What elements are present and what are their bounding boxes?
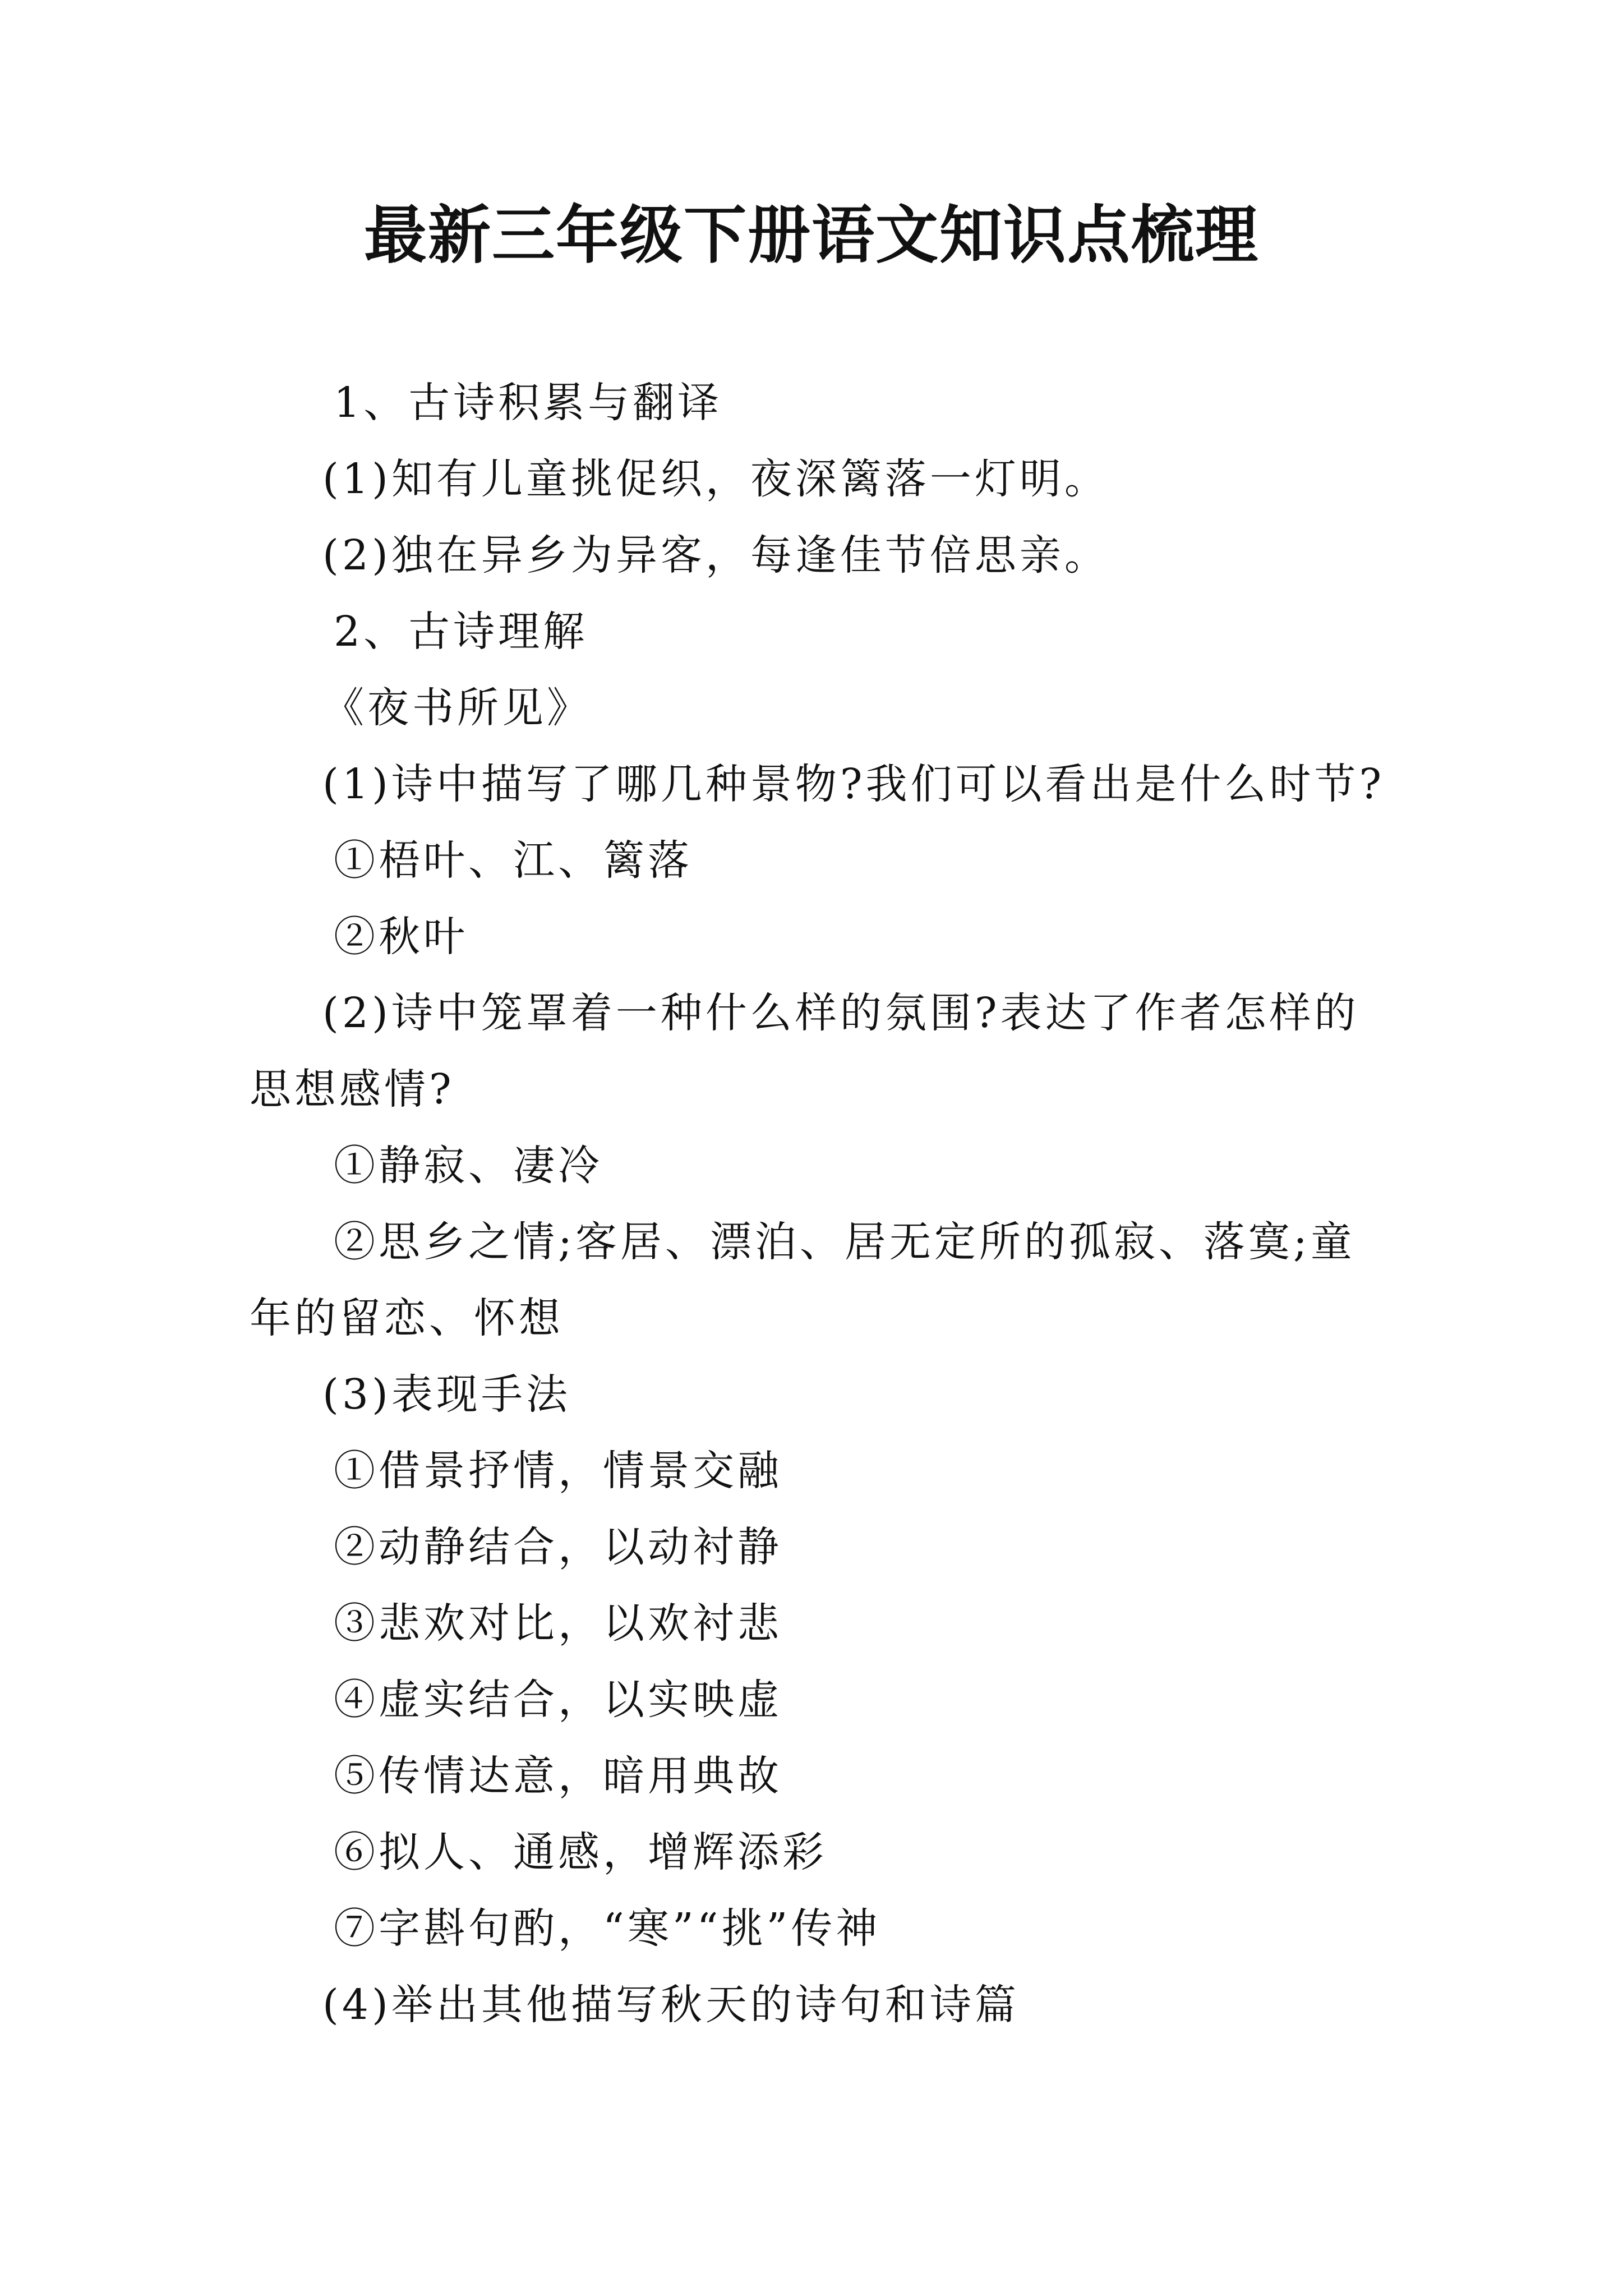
question-2: (2)诗中笼罩着一种什么样的氛围?表达了作者怎样的思想感情? bbox=[250, 989, 1359, 1114]
section-heading-2: 2、古诗理解 bbox=[334, 608, 588, 656]
document-body bbox=[250, 365, 1388, 2043]
document-title: 最新三年级下册语文知识点梳理 bbox=[364, 199, 1259, 272]
technique-6: ⑥拟人、通感，增辉添彩 bbox=[334, 1828, 827, 1876]
technique-2: ②动静结合，以动衬静 bbox=[334, 1523, 782, 1571]
question-1: (1)诗中描写了哪几种景物?我们可以看出是什么时节? bbox=[322, 760, 1385, 808]
poem-line-2: (2)独在异乡为异客，每逢佳节倍思亲。 bbox=[322, 531, 1109, 579]
answer-1-2: ②秋叶 bbox=[334, 913, 468, 961]
poem-line-1: (1)知有儿童挑促织，夜深篱落一灯明。 bbox=[322, 455, 1109, 503]
technique-1: ①借景抒情，情景交融 bbox=[334, 1447, 782, 1495]
answer-2-2: ②思乡之情;客居、漂泊、居无定所的孤寂、落寞;童年的留恋、怀想 bbox=[250, 1218, 1355, 1342]
section-heading-1: 1、古诗积累与翻译 bbox=[334, 379, 723, 427]
poem-title: 《夜书所见》 bbox=[322, 684, 592, 732]
question-3: (3)表现手法 bbox=[322, 1370, 571, 1419]
technique-5: ⑤传情达意，暗用典故 bbox=[334, 1752, 782, 1800]
answer-2-1: ①静寂、凄冷 bbox=[334, 1142, 603, 1190]
question-4: (4)举出其他描写秋天的诗句和诗篇 bbox=[322, 1981, 1020, 2029]
answer-1-1: ①梧叶、江、篱落 bbox=[334, 836, 693, 885]
technique-7: ⑦字斟句酌，“寒”“挑”传神 bbox=[334, 1904, 881, 1953]
technique-4: ④虚实结合，以实映虚 bbox=[334, 1676, 782, 1724]
technique-3: ③悲欢对比，以欢衬悲 bbox=[334, 1599, 782, 1648]
